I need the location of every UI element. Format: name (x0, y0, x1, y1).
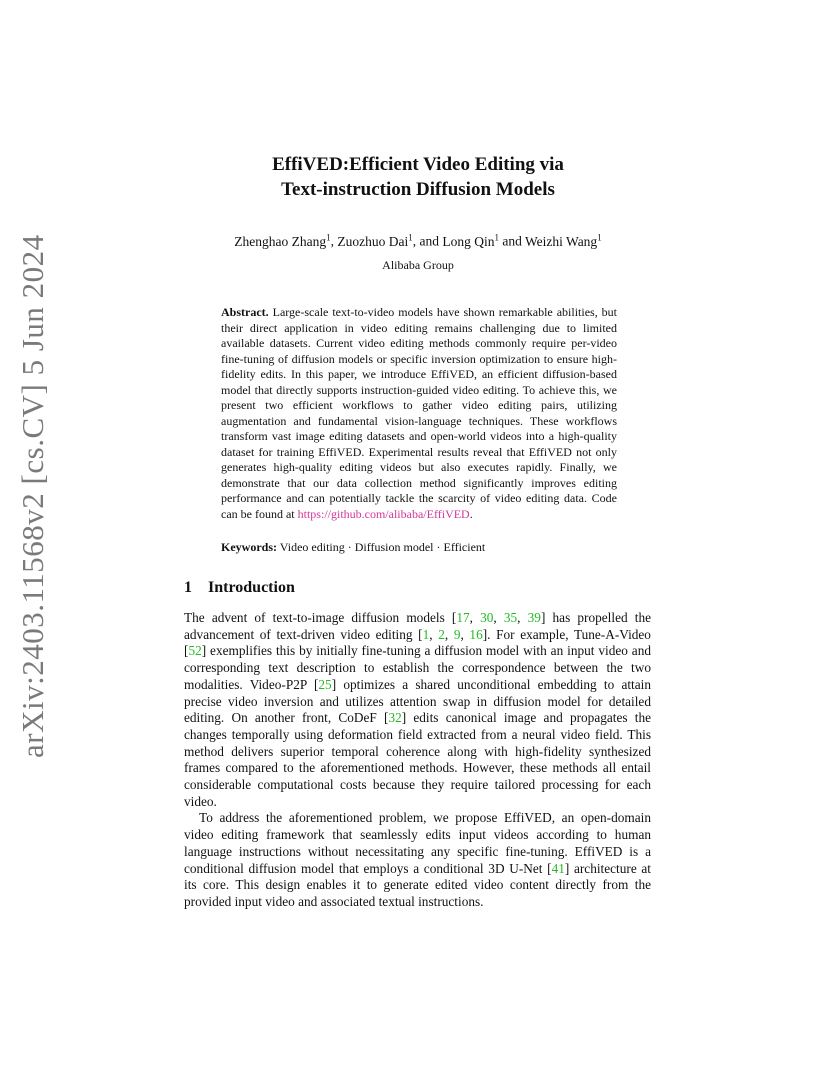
paragraph (184, 810, 651, 910)
paragraph-text: ] optimizes a shared unconditional embedding to attain precise video inversion and utilizes attention swap in diffusion model for detailed editing. On another front, CoDeF [ (184, 676, 651, 726)
paragraph-text: The advent of text-to-image diffusion models [ (184, 610, 457, 625)
paragraph-text: , (493, 610, 504, 625)
paragraph-text: ] edits canonical image and propagates the changes temporally using deformation field extracted from a neural video field. This method delivers superior temporal coherence along with high-fidelity synthesized frames compared to the aforementioned methods. However, these methods all entail considerable computational costs because they require tailored processing for each video. (184, 710, 651, 809)
paragraph-text: ]. For example, Tune-A-Video [ (184, 626, 651, 659)
keywords-label: Keywords: (221, 540, 277, 554)
paragraph-text: , (444, 626, 454, 642)
keywords-text: Video editing · Diffusion model · Efficient (279, 540, 486, 554)
arxiv-identifier-stamp: arXiv:2403.11568v2 [cs.CV] 5 Jun 2024 (15, 234, 50, 758)
paragraph-text: , (460, 626, 470, 642)
citation-link[interactable]: 39 (527, 610, 541, 625)
paper-title (184, 152, 652, 202)
citation-link[interactable]: 25 (318, 676, 332, 692)
abstract: Abstract. Large-scale text-to-video models have shown remarkable abilities, but their direct application in video editing remains challenging due to limited available datasets. Current video editing methods commonly require per-video fine-tuning of diffusion models or specific inversion optimization to ensure high-fidelity edits. In this paper, we introduce EffiVED, an efficient diffusion-based model that directly supports instruction-guided video editing. To achieve this, we present two efficient workflows to gather video editing pairs, utilizing augmentation and fundamental vision-language techniques. These workflows transform vast image editing datasets and open-world videos into a high-quality dataset for training EffiVED. Experimental results reveal that EffiVED not only generates high-quality editing videos but also executes rapidly. Finally, we demonstrate that our data collection method significantly improves editing performance and can potentially tackle the scarcity of video editing data. Code can be found at https://github.com/alibaba/EffiVED. (221, 305, 618, 521)
paragraph-text: , (429, 626, 439, 642)
paragraph-text: To address the aforementioned problem, we propose EffiVED, an open-domain video editing framework that seamlessly edits input videos according to human language instructions without necessitating any specific fine-tuning. EffiVED is a conditional diffusion model that employs a conditional 3D U-Net [ (184, 810, 651, 876)
citation-link[interactable]: 2 (438, 626, 445, 642)
paragraph-text: ] exemplifies this by initially fine-tuning a diffusion model with an input video and corresponding text description to establish the correspondence between the two modalities. Video-P2P [ (184, 643, 651, 692)
author: Weizhi Wang$^1$ (525, 232, 602, 249)
author-list: Zhenghao Zhang$^1$, Zuozhuo Dai$^1$, and Long Qin$^1$ and Weizhi Wang$^1$ (234, 232, 602, 249)
introduction-body (184, 610, 651, 911)
citation-link[interactable]: 35 (503, 610, 518, 625)
abstract-text: Large-scale text-to-video models have shown remarkable abilities, but their direct application in video editing remains challenging due to limited available datasets. Current video editing methods commonly require per-video fine-tuning of diffusion models or specific inversion optimization to ensure high-fidelity edits. In this paper, we introduce EffiVED, an efficient diffusion-based model that directly supports instruction-guided video editing. To achieve this, we present two efficient workflows to gather video editing pairs, utilizing augmentation and fundamental vision-language techniques. These workflows transform vast image editing datasets and open-world videos into a high-quality dataset for training EffiVED. Experimental results reveal that EffiVED not only generates high-quality editing videos but also executes rapidly. Finally, we demonstrate that our data collection method significantly improves editing performance and can potentially tackle the scarcity of video editing data. Code can be found at (221, 305, 618, 521)
section-number: 1 (184, 579, 192, 596)
citation-link[interactable]: 41 (551, 860, 565, 876)
paragraph-text: , (469, 610, 481, 625)
author: Long Qin$^1$ (442, 232, 499, 249)
paragraph (184, 610, 651, 810)
paragraph-text: , (517, 610, 528, 625)
code-link[interactable]: https://github.com/alibaba/EffiVED (297, 506, 470, 521)
paragraph-text: ] has propelled the advancement of text-driven video editing [ (184, 610, 652, 642)
citation-link[interactable]: 52 (188, 643, 202, 659)
title-line-2: Text-instruction Diffusion Models (281, 179, 555, 200)
title-line-1: EffiVED:Efficient Video Editing via (272, 154, 564, 175)
keywords (221, 540, 617, 555)
abstract-label: Abstract. (221, 305, 269, 319)
citation-link[interactable]: 9 (453, 626, 461, 642)
paragraph-text: ] architecture at its core. This design enables it to generate edited video content directly from the provided input video and associated textual instructions. (184, 860, 651, 909)
citation-link[interactable]: 30 (480, 610, 494, 625)
citation-link[interactable]: 1 (422, 626, 430, 642)
author: Zuozhuo Dai$^1$ (337, 232, 413, 249)
author: Zhenghao Zhang$^1$ (234, 232, 331, 249)
citation-link[interactable]: 17 (456, 610, 470, 625)
citation-link[interactable]: 16 (469, 626, 483, 642)
citation-link[interactable]: 32 (388, 710, 402, 726)
affiliation: Alibaba Group (382, 258, 454, 272)
section-heading (184, 578, 295, 598)
section-title: Introduction (208, 579, 295, 596)
